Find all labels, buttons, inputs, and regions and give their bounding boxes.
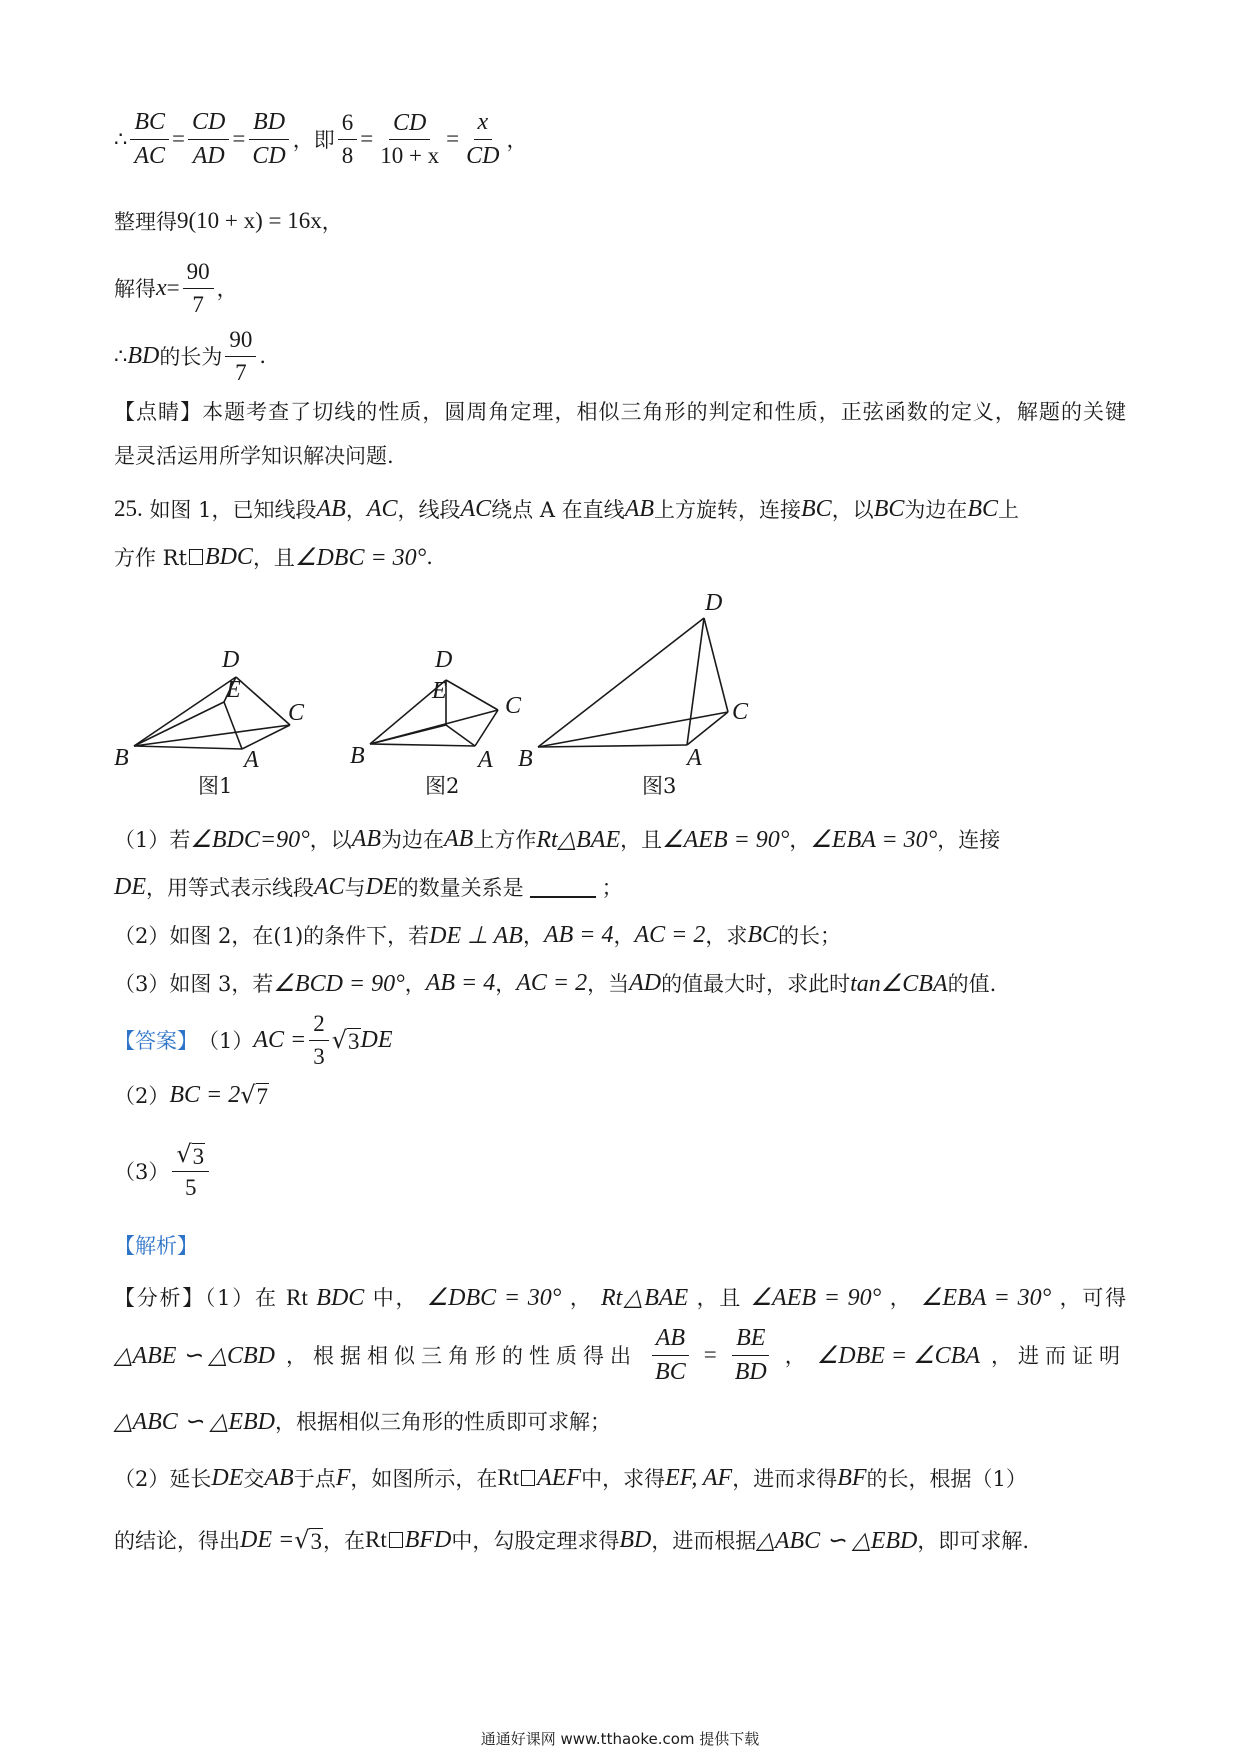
triangle-placeholder-icon [521,1470,535,1486]
label-e: E [432,678,447,704]
answer-3: （3） √ 3 5 [114,1140,212,1201]
sqrt: √ 3 [331,1026,360,1055]
figure-1 [134,677,290,749]
question-1-line-2: DE ，用等式表示线段 AC 与 DE 的数量关系是 ； [114,873,623,900]
therefore-symbol: ∴ [114,127,128,152]
label-b: B [518,746,533,772]
fraction: $\frac{CD}{10 + x}$ [380,109,440,169]
label-d: D [705,590,723,616]
label-a: A [478,747,493,773]
fraction: $\frac{BC}{AC}$ [130,108,169,171]
figure-3-caption: 图3 [642,774,677,798]
label-c: C [505,693,522,719]
analysis-label: 【解析】 [114,1234,198,1258]
solve-line: 解得 x = $\frac{90}{7}$ ， [114,259,238,317]
answer-2: （2） BC = 2 √ 7 [114,1081,269,1109]
analysis-line-5: 的结论，得出 DE = √ 3 ，在 Rt BFD 中，勾股定理求得 BD ，进而根据 △ABC ∽ △EBD ，即可求解. [114,1526,1030,1554]
simplify-line: 整理得 9(10 + x) = 16x ， [114,208,343,234]
figure-1-caption: 图1 [198,774,233,798]
label-e: E [226,677,241,703]
fraction: $\frac{2}{3}$ [309,1010,329,1070]
sqrt: √ 7 [240,1081,269,1109]
analysis-line-1: 【分析】（1）在 Rt BDC 中， ∠DBC = 30° ， Rt△BAE ，且 ∠AEB = 90° ， ∠EBA = 30° ，可得 [114,1285,1127,1311]
fraction: $\frac{AB}{BC}$ [651,1324,690,1387]
figure-2-caption: 图2 [425,774,460,798]
analysis-line-3: △ABC ∽ △EBD ，根据相似三角形的性质即可求解； [114,1408,612,1435]
answer-label: 【答案】 [114,1029,198,1054]
comment-line-1: 【点睛】本题考查了切线的性质，圆周角定理，相似三角形的判定和性质，正弦函数的定义，解题的关键 [114,400,1127,424]
fraction: √ 3 5 [172,1140,209,1201]
analysis-line-4: （2）延长 DE 交 AB 于点 F ，如图所示，在 Rt AEF 中，求得 EF, AF ，进而求得 BF 的长，根据（1） [114,1464,1027,1491]
label-b: B [350,743,365,769]
label-c: C [732,699,749,725]
fraction: $\frac{x}{CD}$ [466,109,500,169]
page-footer: 通通好课网 www.tthaoke.com 提供下载 [480,1730,760,1748]
problem-statement-line-2: 方作 Rt BDC ，且 ∠DBC = 30° . [114,543,433,571]
question-2: （2）如图 2，在(1)的条件下，若 DE ⊥ AB ， AB = 4 ， AC = 2 ，求 BC 的长； [114,921,842,949]
ratio-line: ∴ $\frac{BC}{AC}$ = $\frac{CD}{AD}$ = $\frac{BD}{CD}$ ，即 $\frac{6}{8}$ = $\frac{CD}{10 + x}$ = $\frac{x}{CD}$ ， [114,109,528,169]
label-a: A [244,747,259,773]
comment-block [114,390,1126,478]
label-d: D [222,647,240,673]
analysis-label-line [114,1230,198,1260]
result-line: ∴ BD 的长为 $\frac{90}{7}$ . [114,327,267,385]
comment-line-2: 是灵活运用所学知识解决问题. [114,444,394,468]
fraction: $\frac{90}{7}$ [183,258,214,318]
label-a: A [687,745,702,771]
fraction: $\frac{6}{8}$ [338,109,358,169]
question-3: （3）如图 3，若 ∠BCD = 90° ， AB = 4 ， AC = 2 ，当 AD 的值最大时，求此时 tan∠CBA 的值. [114,969,997,997]
sqrt: √ 3 [294,1526,322,1554]
problem-statement-line-1: 25. 如图 1，已知线段 AB ， AC ，线段 AC 绕点 A 在直线 AB 上方旋转，连接 BC ，以 BC 为边在 BC 上 [114,495,1020,522]
answer-1: 【答案】 （1） AC = $\frac{2}{3}$ √ 3 DE [114,1011,393,1069]
triangle-placeholder-icon [189,549,203,565]
fraction: $\frac{BE}{BD}$ [731,1324,771,1387]
figure-3 [538,618,728,747]
fraction: $\frac{CD}{AD}$ [188,108,229,171]
answer-blank[interactable] [530,876,596,898]
triangle-placeholder-icon [389,1532,403,1548]
fraction: $\frac{BD}{CD}$ [248,108,289,171]
label-d: D [435,647,453,673]
label-c: C [288,700,305,726]
fraction: $\frac{90}{7}$ [225,326,256,386]
analysis-line-2: △ABE ∽ △CBD ，根据相似三角形的性质得出 $\frac{AB}{BC}$ = $\frac{BE}{BD}$ ， ∠DBE = ∠CBA ，进而证明 [114,1325,1126,1385]
geometry-figures [100,585,780,800]
label-b: B [114,745,129,771]
question-1-line-1: （1）若 ∠BDC=90° ，以 AB 为边在 AB 上方作 Rt△BAE ，且 ∠AEB = 90° ， ∠EBA = 30° ，连接 [114,825,1001,853]
